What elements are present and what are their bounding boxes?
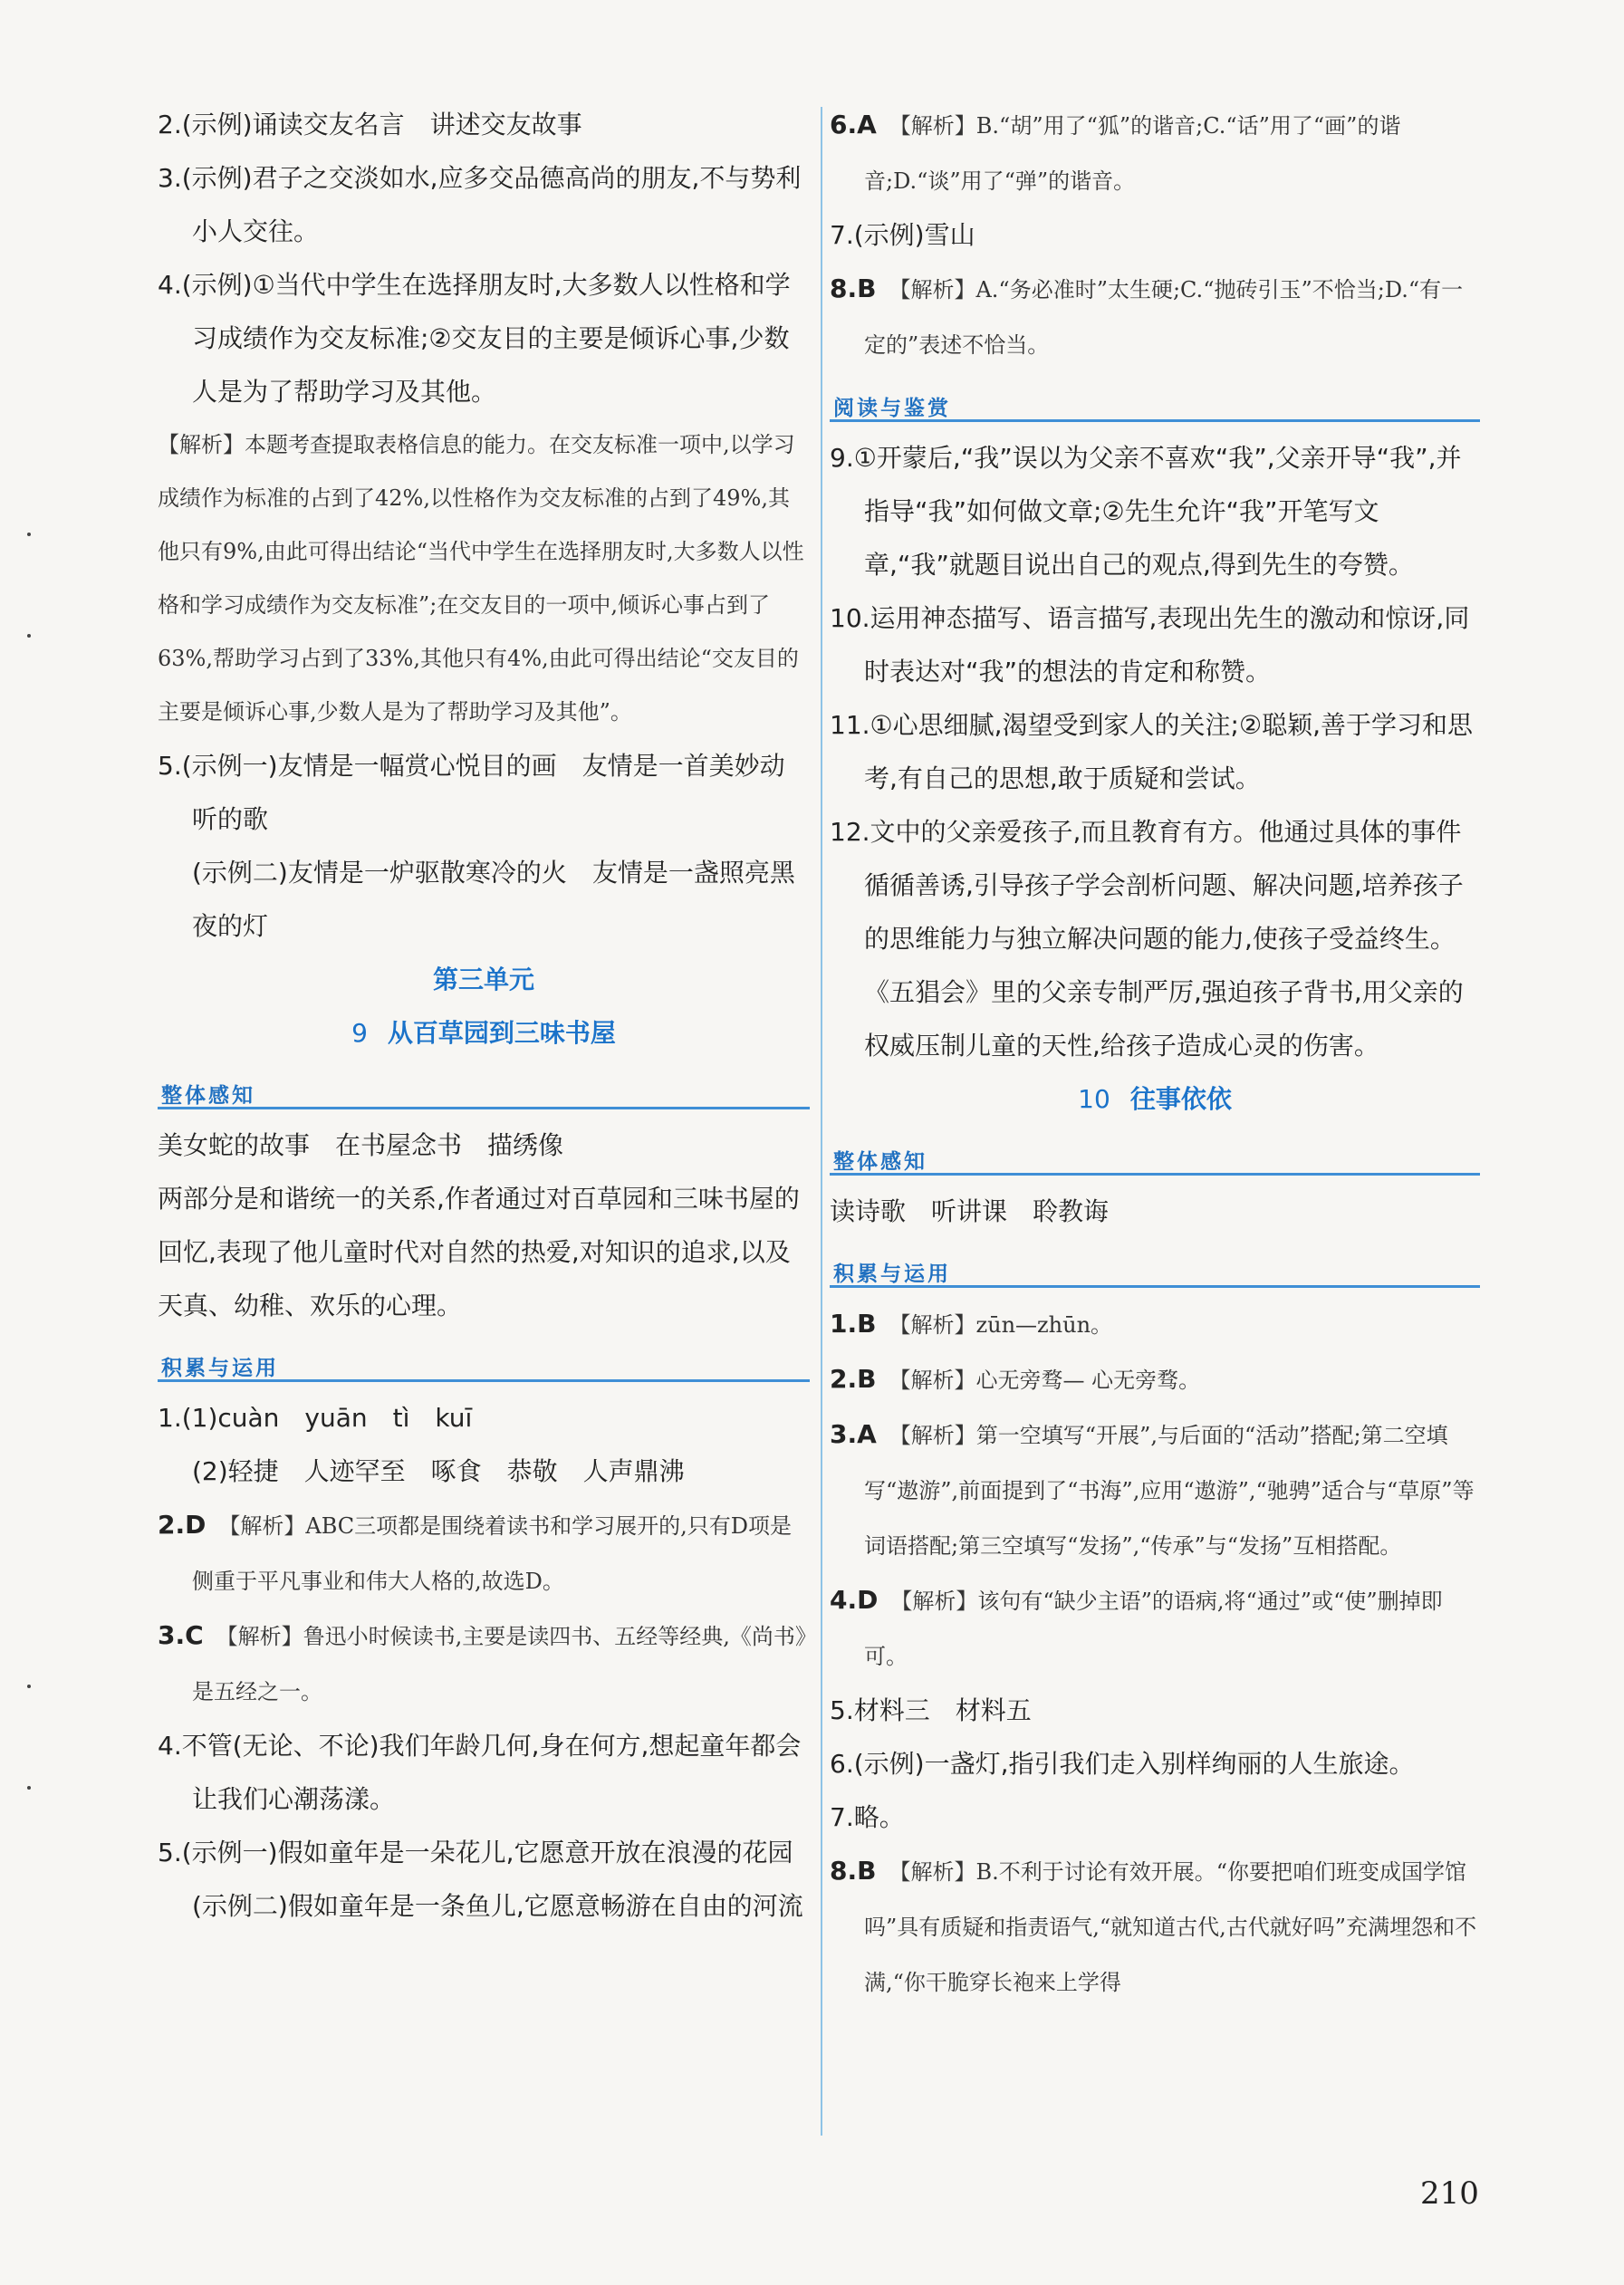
answer-5-childhood-2: (示例二)假如童年是一条鱼儿,它愿意畅游在自由的河流 — [192, 1891, 803, 1921]
answer-b7: 7.略。 — [830, 1802, 905, 1832]
answer-2: 2.(示例)诵读交友名言 讲述交友故事 — [158, 110, 582, 139]
answer-10: 10.运用神态描写、语言描写,表现出先生的激动和惊讶,同时表达对“我”的想法的肯定和称赞。 — [830, 603, 1470, 686]
answer-4-explanation: 【解析】本题考查提取表格信息的能力。在交友标准一项中,以学习成绩作为标准的占到了42%,以性格作为交友标准的占到了49%,其他只有9%,由此可得出结论“当代中学生在选择朋友时,大多数人以性格和学习成绩作为交友标准”;在交友目的一项中,倾诉心事占到了63%,帮助学习占到了33%,其他只有4%,由此可得出结论“交友目的主要是倾诉心事,少数人是为了帮助学习及其他”。 — [158, 432, 804, 725]
answer-4: 4.(示例)①当代中学生在选择朋友时,大多数人以性格和学习成绩作为交友标准;②交友目的主要是倾诉心事,少数人是为了帮助学习及其他。 — [158, 270, 791, 407]
answer-b3: 3.A 【解析】第一空填写“开展”,与后面的“活动”搭配;第二空填写“遨游”,前面提到了“书海”,应用“遨游”,“驰骋”适合与“草原”等词语搭配;第三空填写“发扬”,“传承”与“发扬”互相搭配。 — [830, 1419, 1475, 1559]
answer-b8: 8.B 【解析】B.不利于讨论有效开展。“你要把咱们班变成国学馆吗”具有质疑和指责语气,“就知道古代,古代就好吗”充满埋怨和不满,“你干脆穿长袍来上学得 — [830, 1856, 1477, 1995]
section-header-whole: 整体感知 — [830, 1133, 1480, 1176]
answer-1-2: (2)轻捷 人迹罕至 啄食 恭敬 人声鼎沸 — [192, 1456, 685, 1486]
whole-line: 读诗歌 听讲课 聆教诲 — [830, 1196, 1110, 1226]
section-header-accumulate: 积累与运用 — [158, 1339, 810, 1382]
margin-mark — [27, 634, 31, 638]
answer-3-c: 3.C 【解析】鲁迅小时候读书,主要是读四书、五经等经典,《尚书》是五经之一。 — [158, 1620, 806, 1704]
lesson-10-title: 10 往事依依 — [1078, 1084, 1232, 1114]
section-header-accumulate: 积累与运用 — [830, 1245, 1480, 1288]
answer-5-childhood-1: 5.(示例一)假如童年是一朵花儿,它愿意开放在浪漫的花园 — [158, 1838, 793, 1867]
left-column — [158, 98, 810, 1933]
answer-1-1: 1.(1)cuàn yuān tì kuī — [158, 1403, 473, 1433]
answer-9: 9.①开蒙后,“我”误以为父亲不喜欢“我”,父亲开导“我”,并指导“我”如何做文章;②先生允许“我”开笔写文章,“我”就题目说出自己的观点,得到先生的夸赞。 — [830, 443, 1462, 580]
answer-3: 3.(示例)君子之交淡如水,应多交品德高尚的朋友,不与势利小人交往。 — [158, 163, 802, 246]
whole-line-1: 美女蛇的故事 在书屋念书 描绣像 — [158, 1130, 564, 1160]
margin-mark — [27, 1685, 31, 1688]
answer-b2: 2.B 【解析】心无旁骛— 心无旁骛。 — [830, 1364, 1201, 1394]
unit-title: 第三单元 — [432, 965, 534, 994]
margin-mark — [27, 533, 31, 536]
lesson-9-title: 9 从百草园到三味书屋 — [351, 1018, 616, 1048]
section-header-reading: 阅读与鉴赏 — [830, 379, 1480, 422]
answer-5-example-1: 5.(示例一)友情是一幅赏心悦目的画 友情是一首美妙动听的歌 — [158, 751, 785, 834]
answer-b5: 5.材料三 材料五 — [830, 1695, 1032, 1725]
answer-6-a: 6.A 【解析】B.“胡”用了“狐”的谐音;C.“话”用了“画”的谐音;D.“谈”用了“弹”的谐音。 — [830, 110, 1401, 194]
answer-b1: 1.B 【解析】zūn—zhūn。 — [830, 1309, 1113, 1339]
answer-11: 11.①心思细腻,渴望受到家人的关注;②聪颖,善于学习和思考,有自己的思想,敢于质疑和尝试。 — [830, 710, 1473, 793]
whole-line-2: 两部分是和谐统一的关系,作者通过对百草园和三味书屋的回忆,表现了他儿童时代对自然的热爱,对知识的追求,以及天真、幼稚、欢乐的心理。 — [158, 1184, 800, 1320]
answer-b4: 4.D 【解析】该句有“缺少主语”的语病,将“通过”或“使”删掉即可。 — [830, 1585, 1443, 1669]
page-number: 210 — [1420, 2175, 1479, 2212]
section-header-whole: 整体感知 — [158, 1067, 810, 1109]
right-column — [830, 98, 1480, 2010]
answer-12: 12.文中的父亲爱孩子,而且教育有方。他通过具体的事件循循善诱,引导孩子学会剖析问题、解决问题,培养孩子的思维能力与独立解决问题的能力,使孩子受益终生。《五猖会》里的父亲专制严厉,强迫孩子背书,用父亲的权威压制儿童的天性,给孩子造成心灵的伤害。 — [830, 817, 1464, 1061]
answer-b6: 6.(示例)一盏灯,指引我们走入别样绚丽的人生旅途。 — [830, 1749, 1415, 1779]
answer-4-text: 4.不管(无论、不论)我们年龄几何,身在何方,想起童年都会让我们心潮荡漾。 — [158, 1731, 802, 1814]
answer-8-b: 8.B 【解析】A.“务必准时”太生硬;C.“抛砖引玉”不恰当;D.“有一定的”表述不恰当。 — [830, 274, 1464, 358]
answer-7: 7.(示例)雪山 — [830, 220, 975, 250]
answer-2-d: 2.D 【解析】ABC三项都是围绕着读书和学习展开的,只有D项是侧重于平凡事业和伟大人格的,故选D。 — [158, 1510, 793, 1594]
column-divider — [821, 107, 822, 2136]
answer-5-example-2: (示例二)友情是一炉驱散寒冷的火 友情是一盏照亮黑夜的灯 — [192, 858, 795, 941]
margin-mark — [27, 1786, 31, 1790]
